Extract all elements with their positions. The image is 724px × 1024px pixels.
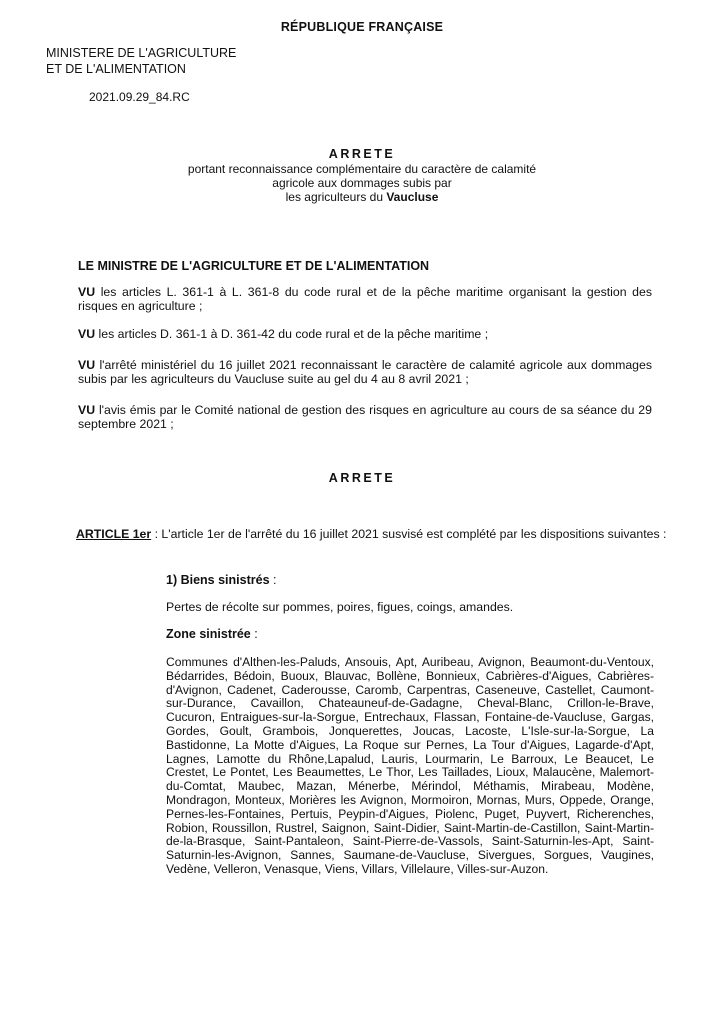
republic-header: RÉPUBLIQUE FRANÇAISE	[280, 20, 444, 34]
communes-list: Communes d'Althen-les-Paluds, Ansouis, Apt, Auribeau, Avignon, Beaumont-du-Ventoux, Bédarrides, Bédoin, Buoux, Blauvac, Bollène, Bonnieux, Cabrières-d'Aigues, Cabrières-d'Avignon, Cadenet, Caderousse, Caromb, Carpentras, Caseneuve, Castellet, Caumont-sur-Durance, Cavaillon, Chateauneuf-de-Gadagne, Cheval-Blanc, Crillon-le-Brave, Cucuron, Entraigues-sur-la-Sorgue, Entrechaux, Flassan, Fontaine-de-Vaucluse, Gargas, Gordes, Goult, Grambois, Jonquerettes, Joucas, Lacoste, L'Isle-sur-la-Sorgue, La Bastidonne, La Motte d'Aigues, La Roque sur Pernes, La Tour d'Aigues, Lagarde-d'Apt, Lagnes, Lamotte du Rhône,Lapalud, Lauris, Lourmarin, Le Barroux, Le Beaucet, Le Crestet, Le Pontet, Les Beaumettes, Le Thor, Les Taillades, Lioux, Malaucène, Malemort-du-Comtat, Maubec, Mazan, Ménerbe, Mérindol, Méthamis, Mirabeau, Modène, Mondragon, Monteux, Morières les Avignon, Mormoiron, Mornas, Murs, Oppede, Orange, Pernes-les-Fontaines, Pertuis, Peypin-d'Aigues, Piolenc, Puget, Puyvert, Richerenches, Robion, Roussillon, Rustrel, Saignon, Saint-Didier, Saint-Martin-de-Castillon, Saint-Martin-de-la-Brasque, Saint-Pantaleon, Saint-Pierre-de-Vassols, Saint-Saturnin-les-Apt, Saint-Saturnin-les-Avignon, Sannes, Saumane-de-Vaucluse, Sivergues, Sorgues, Vaugines, Vedène, Velleron, Venasque, Viens, Villars, Villelaure, Villes-sur-Auzon.	[166, 655, 654, 876]
consideration-4-prefix: VU	[78, 403, 96, 417]
article-1-label: ARTICLE 1er	[76, 527, 152, 541]
consideration-1-text: les articles L. 361-1 à L. 361-8 du code rural et de la pêche maritime organisant la gestion des risques en agriculture ;	[78, 285, 652, 313]
consideration-1-prefix: VU	[78, 285, 96, 299]
reference-number: 2021.09.29_84.RC	[89, 90, 190, 104]
title-line-3	[150, 190, 574, 204]
title-department: Vaucluse	[386, 190, 439, 204]
consideration-2	[78, 327, 652, 341]
consideration-1	[78, 285, 652, 313]
zone-heading-text: Zone sinistrée	[166, 627, 251, 641]
article-1	[76, 527, 676, 541]
title-line-3-prefix: les agriculteurs du	[285, 190, 387, 204]
consideration-3	[78, 358, 652, 386]
biens-heading	[166, 573, 276, 587]
biens-text: Pertes de récolte sur pommes, poires, figues, coings, amandes.	[166, 600, 514, 614]
consideration-3-text: l'arrêté ministériel du 16 juillet 2021 reconnaissant le caractère de calamité agricole aux dommages subis par les agriculteurs du Vaucluse suite au gel du 4 au 8 avril 2021 ;	[78, 358, 652, 386]
consideration-4	[78, 403, 652, 431]
ministry-block	[46, 45, 236, 77]
title-line-1: portant reconnaissance complémentaire du caractère de calamité	[187, 162, 537, 176]
consideration-4-text: l'avis émis par le Comité national de gestion des risques en agriculture au cours de sa séance du 29 septembre 2021 ;	[78, 403, 652, 431]
biens-heading-text: 1) Biens sinistrés	[166, 573, 270, 587]
zone-heading	[166, 627, 258, 641]
minister-heading: LE MINISTRE DE L'AGRICULTURE ET DE L'ALIMENTATION	[78, 259, 430, 273]
decree-title	[150, 147, 574, 204]
biens-heading-colon: :	[269, 573, 277, 587]
decree-heading: ARRETE	[328, 471, 396, 485]
ministry-line-1: MINISTERE DE L'AGRICULTURE	[46, 46, 237, 60]
article-1-text: : L'article 1er de l'arrêté du 16 juillet 2021 susvisé est complété par les dispositions suivantes :	[151, 527, 667, 541]
title-line-2: agricole aux dommages subis par	[272, 176, 452, 190]
consideration-2-prefix: VU	[78, 327, 96, 341]
title-heading: ARRETE	[328, 147, 396, 161]
zone-heading-colon: :	[250, 627, 258, 641]
consideration-2-text: les articles D. 361-1 à D. 361-42 du code rural et de la pêche maritime ;	[95, 327, 489, 341]
ministry-line-2: ET DE L'ALIMENTATION	[46, 62, 186, 76]
consideration-3-prefix: VU	[78, 358, 96, 372]
